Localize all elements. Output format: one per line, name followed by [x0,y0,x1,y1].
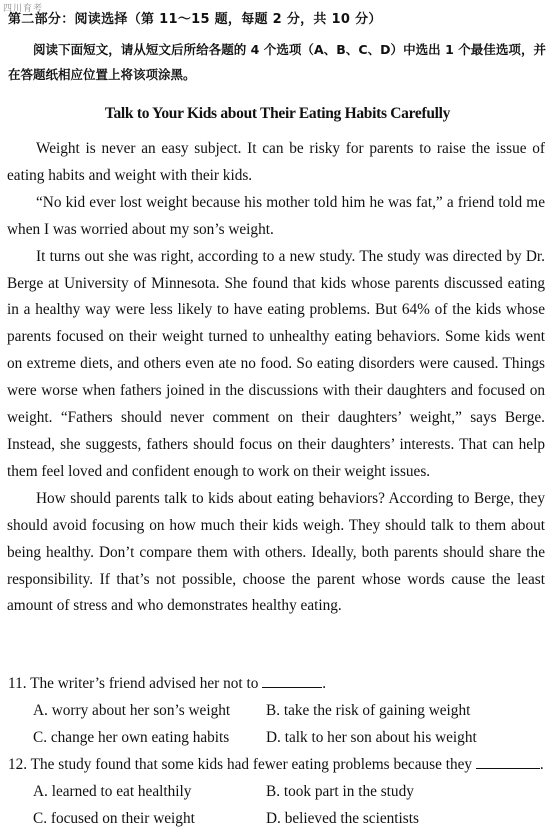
question-list [8,670,548,832]
paragraph: “No kid ever lost weight because his mother told him he was fat,” a friend told me when I was worried about my son’s weight. [7,193,545,238]
question-11 [8,670,548,751]
question-end-mark: . [322,675,327,692]
instructions: 阅读下面短文，请从短文后所给各题的 4 个选项（A、B、C、D）中选出 1 个最佳选项，并在答题纸相应位置上将该项涂黑。 [8,42,546,82]
option-b[interactable]: B. take the risk of gaining weight [266,702,471,719]
paragraph: How should parents talk to kids about eating behaviors? According to Berge, they should avoid focusing on how much their kids weigh. They should talk to them about being healthy. Don’t compare them with others. Ideally, both parents should share the responsibility. If that’s not possible, choose the parent whose words cause the least amount of stress and who demonstrates healthy eating. [7,489,545,615]
option-a[interactable]: A. worry about her son’s weight [33,702,231,719]
question-stem-text: 11. The writer’s friend advised her not to [8,675,259,692]
paragraph: Weight is never an easy subject. It can be risky for parents to raise the issue of eating habits and weight with their kids. [7,140,545,184]
option-d[interactable]: D. believed the scientists [266,810,419,827]
options-row [8,778,548,805]
options-row [8,697,548,724]
answer-blank [262,673,322,688]
section-header: 第二部分：阅读选择（第 11～15 题，每题 2 分，共 10 分） [8,12,382,27]
option-c[interactable]: C. focused on their weight [33,810,195,827]
question-stem-text: 12. The study found that some kids had fewer eating problems because they [8,756,473,773]
question-stem [8,670,548,697]
watermark-text: 四川育考 [3,4,44,14]
option-b[interactable]: B. took part in the study [266,783,414,800]
paragraph: It turns out she was right, according to a new study. The study was directed by Dr. Berge at University of Minnesota. She found that kids whose parents discussed eating in a healthy way were less likely to have eating problems. But 64% of the kids whose parents focused on their weight turned to unhealthy eating behaviors. Some kids went on extreme diets, and others even ate no food. So eating disorders were caused. Things were worse when fathers joined in the discussions with their daughters and focused on weight. “Fathers should never comment on their daughters’ weight,” says Berge. Instead, she suggests, fathers should focus on their daughters’ interests. That can help them feel loved and confident enough to work on their weight issues. [7,247,545,480]
option-a[interactable]: A. learned to eat healthily [33,783,192,800]
option-d[interactable]: D. talk to her son about his weight [266,729,477,746]
question-12 [8,751,548,832]
answer-blank [476,754,540,769]
passage-body [7,136,545,620]
options-row [8,805,548,832]
option-c[interactable]: C. change her own eating habits [33,729,230,746]
passage-title: Talk to Your Kids about Their Eating Habits Carefully [104,105,451,122]
options-row [8,724,548,751]
question-end-mark: . [539,756,544,773]
question-stem [8,751,548,778]
